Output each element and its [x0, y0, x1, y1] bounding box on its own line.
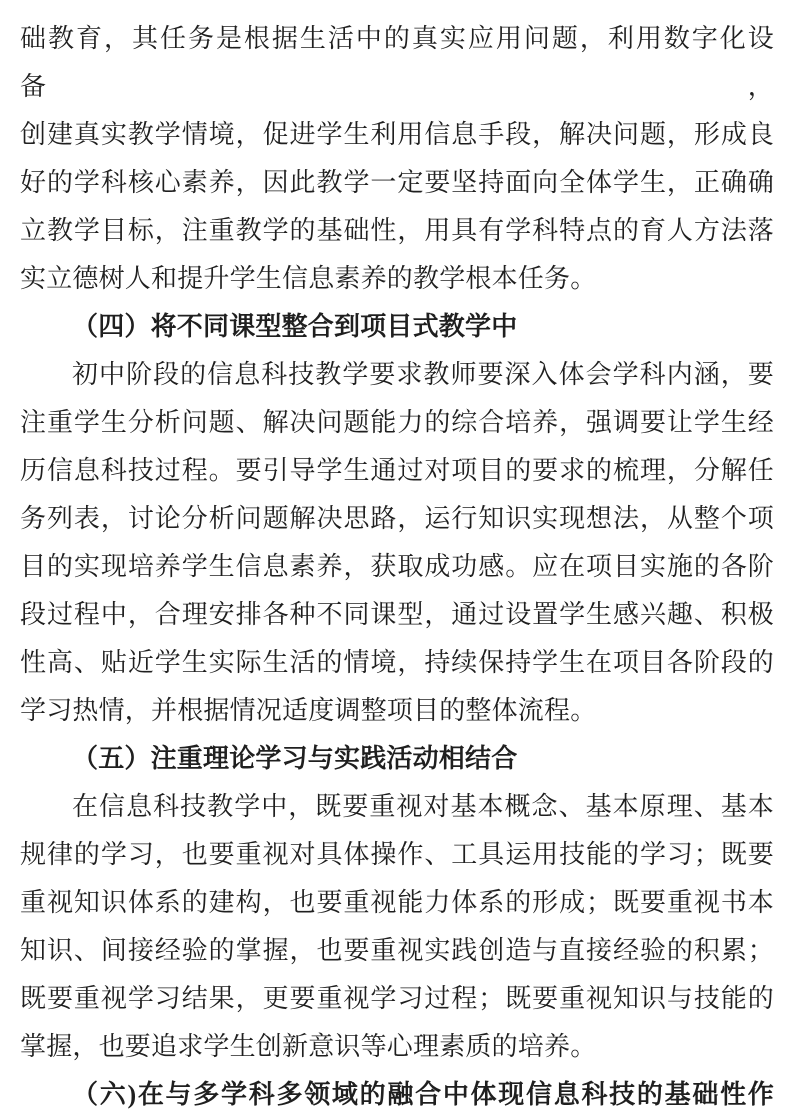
section-heading-6 — [20, 1071, 774, 1119]
text-line: 目的实现培养学生信息素养，获取成功感。应在项目实施的各阶 — [20, 552, 774, 581]
paragraph-project-teaching — [20, 351, 774, 735]
text-line: 务列表，讨论分析问题解决思路，运行知识实现想法，从整个项 — [20, 504, 774, 533]
text-line: 立教学目标，注重教学的基础性，用具有学科特点的育人方法落 — [20, 216, 774, 245]
paragraph-continued — [20, 15, 774, 303]
heading-line: （五）注重理论学习与实践活动相结合 — [72, 744, 518, 773]
text-line: 规律的学习，也要重视对具体操作、工具运用技能的学习；既要 — [20, 840, 774, 869]
text-line: 实立德树人和提升学生信息素养的教学根本任务。 — [20, 264, 597, 293]
heading-line: （四）将不同课型整合到项目式教学中 — [72, 312, 518, 341]
text-line: 好的学科核心素养，因此教学一定要坚持面向全体学生，正确确 — [20, 168, 774, 197]
text-line: 初中阶段的信息科技教学要求教师要深入体会学科内涵，要 — [72, 360, 774, 389]
text-line: 在信息科技教学中，既要重视对基本概念、基本原理、基本 — [72, 792, 774, 821]
text-line: 既要重视学习结果，更要重视学习过程；既要重视知识与技能的 — [20, 984, 774, 1013]
text-line: 注重学生分析问题、解决问题能力的综合培养，强调要让学生经 — [20, 408, 774, 437]
heading-line: （六)在与多学科多领域的融合中体现信息科技的基础性作 — [72, 1080, 774, 1109]
text-line: 段过程中，合理安排各种不同课型，通过设置学生感兴趣、积极 — [20, 600, 774, 629]
text-line: 创建真实教学情境，促进学生利用信息手段，解决问题，形成良 — [20, 120, 774, 149]
section-heading-5 — [20, 735, 774, 783]
text-line: 础教育，其任务是根据生活中的真实应用问题，利用数字化设备， — [20, 24, 774, 101]
text-line: 历信息科技过程。要引导学生通过对项目的要求的梳理，分解任 — [20, 456, 774, 485]
text-line: 知识、间接经验的掌握，也要重视实践创造与直接经验的积累； — [20, 936, 774, 965]
section-heading-4 — [20, 303, 774, 351]
text-line: 性高、贴近学生实际生活的情境，持续保持学生在项目各阶段的 — [20, 648, 774, 677]
text-line: 掌握，也要追求学生创新意识等心理素质的培养。 — [20, 1032, 597, 1061]
text-line: 学习热情，并根据情况适度调整项目的整体流程。 — [20, 696, 597, 725]
paragraph-theory-practice — [20, 783, 774, 1071]
text-line: 重视知识体系的建构，也要重视能力体系的形成；既要重视书本 — [20, 888, 774, 917]
